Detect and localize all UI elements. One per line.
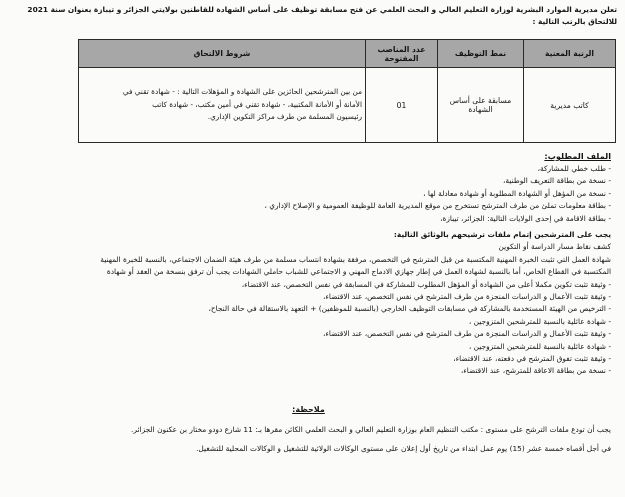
cell-conditions <box>79 68 366 143</box>
posts-table <box>78 39 616 143</box>
list-item: - وثيقة تثبت الأعمال و الدراسات المنجزة من طرف المترشح في نفس التخصص، عند الاقتضاء، <box>323 329 611 339</box>
list-item: - بطاقة الاقامة في إحدى الولايات التالية: الجزائر، تيبازة، <box>440 213 611 223</box>
intro-line-2: للالتحاق بالرتب التالية : <box>532 17 617 27</box>
required-file-title: الملف المطلوب: <box>544 151 611 161</box>
completion-title: يجب على المترشحين إتمام ملفات ترشيحهم بالوثائق التالية: <box>393 230 611 239</box>
list-item: - وثيقة تثبت الأعمال و الدراسات المنجزة من طرف المترشح في نفس التخصص، عند الاقتضاء، <box>323 292 611 302</box>
intro-line-1: تعلن مديرية الموارد البشرية لوزارة التعليم العالي و البحث العلمي عن فتح مسابقة توظيف على أساس الشهادة للقاطنين بولايتي الجزائر و تيبازة بعنوان سنة 2021 <box>27 5 617 14</box>
condition-line: من بين المترشحين الحائزين على الشهادة و المؤهلات التالية : - شهادة تقني في <box>122 87 362 97</box>
completion-section <box>6 229 611 378</box>
condition-line: الأمانة أو الأمانة المكتبية، - شهادة تقني في أمين مكتب، - شهادة كاتب <box>152 99 362 109</box>
list-item: - نسخة من بطاقة الاعاقة للمترشح، عند الاقتضاء، <box>460 366 611 376</box>
intro <box>8 4 617 29</box>
list-item: - بطاقة معلومات تملئ من طرف المترشح تستخرج من موقع المديرية العامة للوظيفة العمومية و الإصلاح الإداري ، <box>264 201 611 211</box>
list-item: - شهادة عائلية بالنسبة للمترشحين المتزوجين ، <box>468 316 611 326</box>
header-mode: نمط التوظيف <box>438 40 524 68</box>
condition-line: رئيسيون المسلمة من طرف مراكز التكوين الإداري. <box>207 112 362 122</box>
list-item: شهادة العمل التي تثبت الخبرة المهنية المكتسبة من قبل المترشح في التخصص، مرفقة بشهادة انتساب مسلمة من طرف هيئة الضمان الاجتماعي، بالنسبة للخبرة المهنية <box>100 254 611 264</box>
list-item: - شهادة عائلية بالنسبة للمترشحين المتزوجين ، <box>468 341 611 351</box>
list-item: - نسخة من بطاقة التعريف الوطنية، <box>503 176 611 186</box>
required-file-section <box>6 150 611 225</box>
header-conditions: شروط الالتحاق <box>79 40 366 68</box>
table-header-row <box>79 40 616 68</box>
note-line: يجب أن تودع ملفات الترشح على مستوى : مكتب التنظيم العام بوزارة التعليم العالي و البحث العلمي الكائن مقرها بـ: 11 شارع دودو مختار بن عكنون الجزائر. <box>131 425 611 434</box>
list-item: - وثيقة تثبت تكوين مكملا أعلى من الشهادة أو المؤهل المطلوب للمشاركة في المسابقة في نفس التخصص، عند الاقتضاء، <box>241 279 611 289</box>
list-item: المكتسبة في القطاع الخاص، أما بالنسبة لشهادة العمل في إطار جهازي الادماج المهني و الاجتماعي للشباب حاملي الشهادات يجب أن ترفق بنسخة من العقد أو شهادة <box>106 267 611 277</box>
list-item: - نسخة من المؤهل أو الشهادة المطلوبة أو شهادة معادلة لها ، <box>423 188 611 198</box>
header-rank: الرتبة المعنية <box>524 40 616 68</box>
header-count: عدد المناصب المفتوحة <box>366 40 438 68</box>
cell-count: 01 <box>366 68 438 143</box>
list-item: - وثيقة تثبت تفوق المترشح في دفعته، عند الاقتضاء، <box>453 354 611 364</box>
table-row <box>79 68 616 143</box>
list-item: - الترخيص من الهيئة المستخدمة بالمشاركة في مسابقات التوظيف الخارجي (بالنسبة للموظفين) + التعهد بالاستقالة في حالة النجاح، <box>208 304 611 314</box>
list-item: - طلب خطي للمشاركة، <box>537 164 611 173</box>
list-item: كشف نقاط مسار الدراسة أو التكوين <box>498 242 611 252</box>
notes-title: ملاحظة: <box>292 405 325 414</box>
notes-section <box>6 405 611 456</box>
cell-rank: كاتب مديرية <box>524 68 616 143</box>
note-line: في أجل أقصاه خمسة عشر (15) يوم عمل ابتداء من تاريخ أول إعلان على مستوى الوكالات الولائية للتشغيل و الوكالات المحلية للتشغيل. <box>196 444 611 454</box>
cell-mode: مسابقة على أساس الشهادة <box>438 68 524 143</box>
